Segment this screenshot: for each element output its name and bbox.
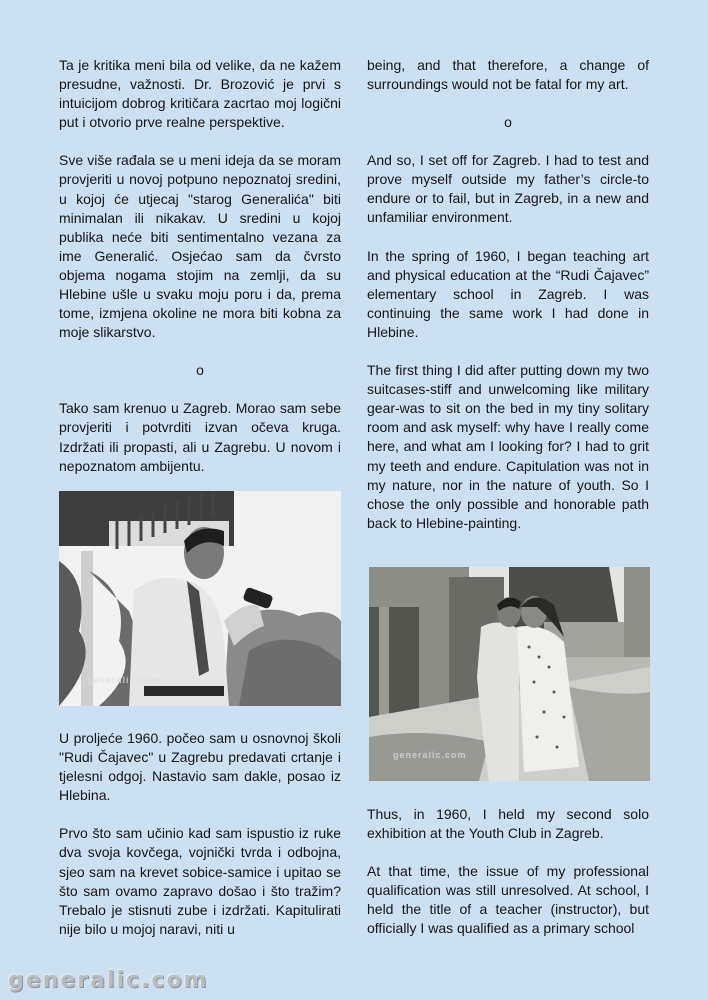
paragraph: And so, I set off for Zagreb. I had to test and prove myself outside my father’s circle-to endure or to fail, but in Zagreb, in a new and unfamiliar environment. (367, 152, 649, 226)
paragraph: Tako sam krenuo u Zagreb. Morao sam sebe provjeriti i potvrditi izvan očeva kruga. Izdržati ili propasti, ali u Zagrebu. U novom i nepoznatom ambijentu. (59, 400, 341, 474)
right-column-bottom (367, 805, 649, 958)
photo-watermark: generalic.com (87, 675, 161, 685)
footer-logo: generalic.com (8, 968, 209, 993)
paragraph: The first thing I did after putting down my two suitcases-stiff and unwelcoming like military gear-was to sit on the bed in my tiny solitary room and ask myself: why have I really come here, and what am I looking for? I had to grit my teeth and endure. Capitulation was not in my nature, nor in the nature of youth. So I chose the only possible and honorable path back to Hlebine-painting. (367, 362, 649, 531)
photo-watermark: generalic.com (393, 750, 467, 760)
photo-image (59, 491, 341, 706)
paragraph: Prvo što sam učinio kad sam ispustio iz ruke dva svoja kovčega, vojnički tvrda i odbojna, sjeo sam na krevet sobice-samice i upitao se što sam ovamo zapravo došao i što tražim? Trebalo je stisnuti zube i izdržati. Kapitulirati nije bilo u mojoj naravi, niti u (59, 825, 341, 937)
photo-man-with-binoculars (59, 491, 341, 706)
paragraph: At that time, the issue of my professional qualification was still unresolved. At school, I held the title of a teacher (instructor), but officially I was qualified as a primary school (367, 863, 649, 937)
section-separator: o (504, 114, 512, 131)
left-column-bottom (59, 729, 341, 958)
right-column-top (367, 56, 649, 552)
left-column-top (59, 56, 341, 495)
paragraph: being, and that therefore, a change of surroundings would not be fatal for my art. (367, 57, 649, 93)
photo-couple-in-farmyard (369, 567, 650, 781)
paragraph: Ta je kritika meni bila od velike, da ne kažem presudne, važnosti. Dr. Brozović je prvi s intuicijom dobrog kritičara zacrtao moj logični put i otvorio prve realne perspektive. (59, 57, 341, 131)
paragraph: U proljeće 1960. počeo sam u osnovnoj školi "Rudi Čajavec" u Zagrebu predavati crtanje i tjelesni odgoj. Nastavio sam dakle, posao iz Hlebina. (59, 730, 341, 804)
photo-image (369, 567, 650, 781)
paragraph: Thus, in 1960, I held my second solo exhibition at the Youth Club in Zagreb. (367, 806, 649, 842)
paragraph: In the spring of 1960, I began teaching art and physical education at the “Rudi Čajavec” elementary school in Zagreb. I was continuing the same work I had done in Hlebine. (367, 247, 649, 340)
paragraph: Sve više rađala se u meni ideja da se moram provjeriti u novoj potpuno nepoznatoj sredini, u kojoj će utjecaj "starog Generalića" biti minimalan ili nikakav. U sredini u kojoj publika neće biti sentimentalno vezana za ime Generalić. Osjećao sam da čvrsto objema nogama stojim na zemlji, da su Hlebine ušle u svaku moju poru i da, prema tome, izmjena okoline ne mora biti kobna za moje slikarstvo. (59, 152, 341, 341)
section-separator: o (196, 362, 204, 379)
